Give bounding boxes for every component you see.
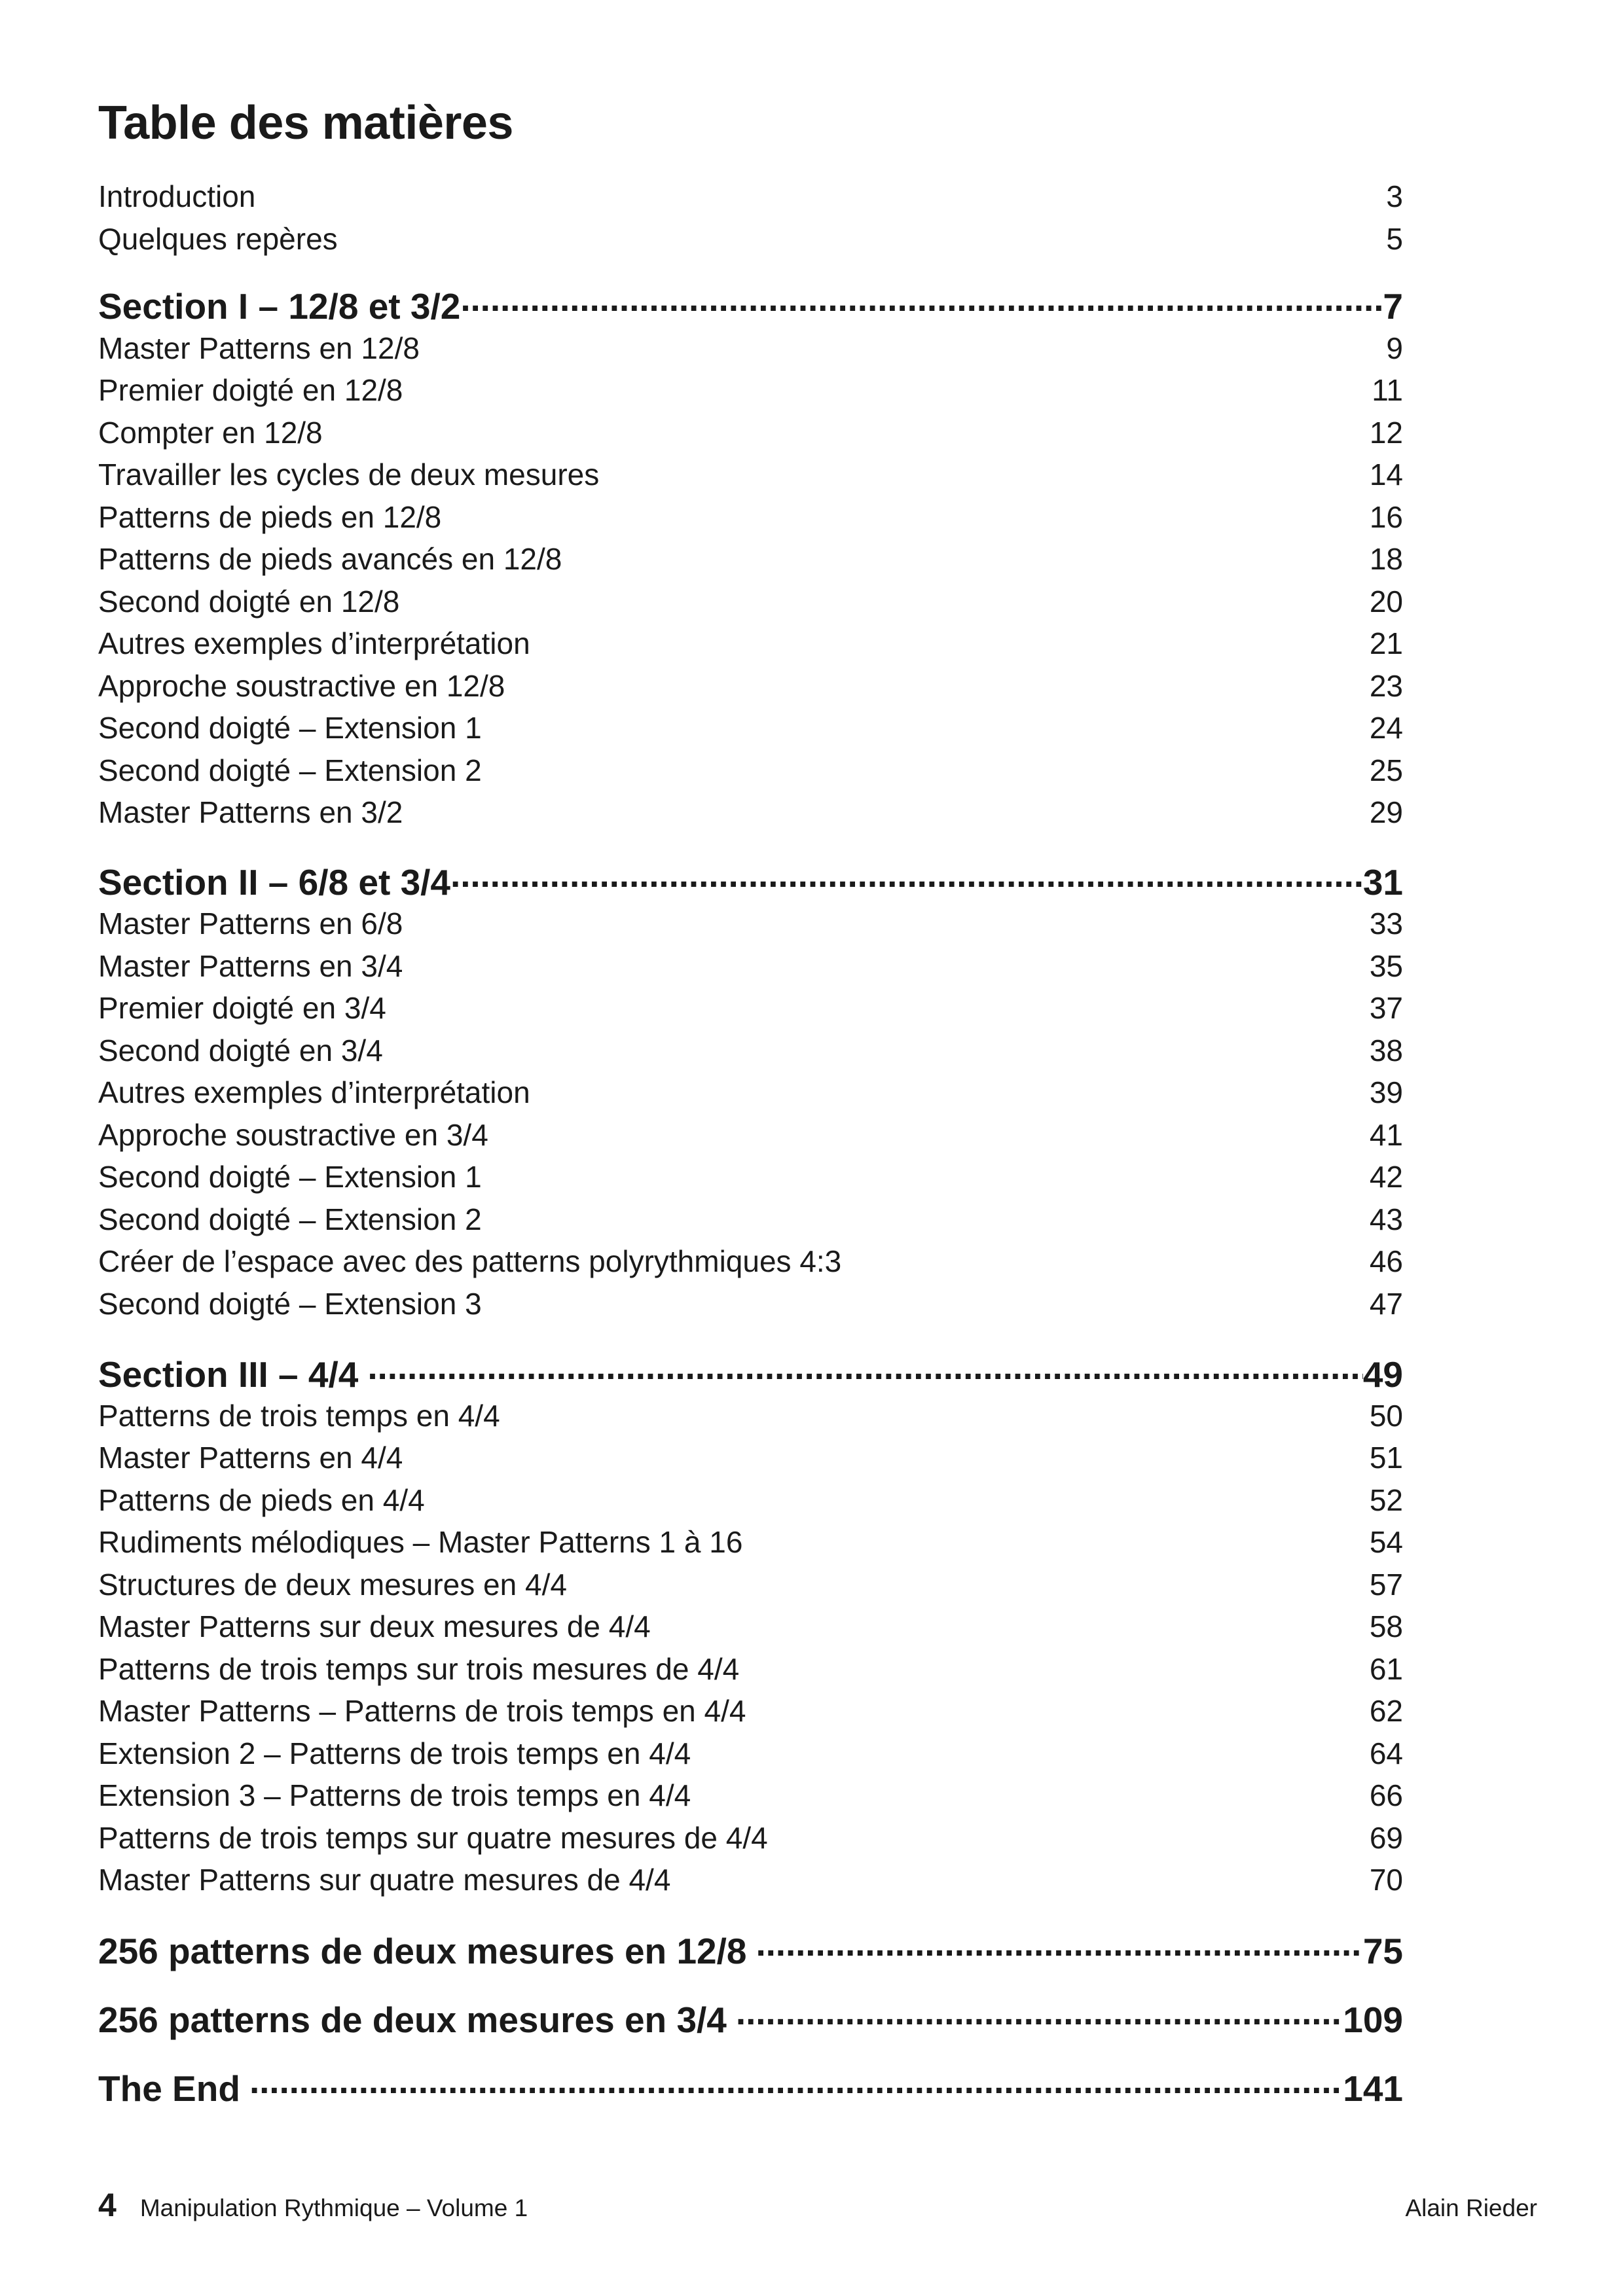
page-footer — [98, 2186, 1537, 2224]
toc-label: Second doigté en 12/8 — [98, 584, 400, 619]
toc-entry — [98, 370, 1403, 405]
toc-label: Master Patterns en 6/8 — [98, 906, 403, 941]
toc-page-number: 109 — [1343, 2000, 1403, 2040]
toc-page-number: 49 — [1362, 1354, 1403, 1395]
toc-entry — [98, 413, 1403, 448]
table-of-contents — [98, 0, 1403, 2296]
toc-page-number: 16 — [1369, 500, 1403, 534]
toc-page-number: 61 — [1369, 1652, 1403, 1686]
toc-label: Autres exemples d’interprétation — [98, 626, 530, 660]
toc-page-number: 42 — [1369, 1160, 1403, 1194]
toc-entry — [98, 1860, 1403, 1895]
toc-page-number: 51 — [1369, 1441, 1403, 1475]
toc-page-number: 9 — [1386, 331, 1403, 365]
toc-entry — [98, 329, 1403, 363]
toc-label: Master Patterns en 12/8 — [98, 331, 420, 365]
toc-page-number: 70 — [1369, 1863, 1403, 1897]
toc-label: 256 patterns de deux mesures en 3/4 — [98, 2000, 727, 2040]
toc-entry — [98, 177, 1403, 211]
dot-leader — [756, 1928, 1362, 1964]
toc-page-number: 7 — [1383, 286, 1403, 327]
toc-page-number: 64 — [1369, 1736, 1403, 1770]
dot-leader — [450, 859, 1363, 895]
toc-label: Master Patterns en 3/4 — [98, 949, 403, 983]
toc-label: Section III – 4/4 — [98, 1354, 359, 1395]
toc-page-number: 12 — [1369, 416, 1403, 450]
toc-entry — [98, 1776, 1403, 1810]
dot-leader — [736, 1996, 1343, 2032]
toc-page-number: 24 — [1369, 711, 1403, 745]
toc-entry — [98, 1073, 1403, 1107]
toc-label: Second doigté – Extension 2 — [98, 753, 482, 787]
toc-page-number: 14 — [1369, 457, 1403, 492]
toc-entry — [98, 751, 1403, 785]
toc-label: Approche soustractive en 3/4 — [98, 1118, 488, 1152]
toc-entry — [98, 1565, 1403, 1600]
toc-label: Compter en 12/8 — [98, 416, 323, 450]
toc-page-number: 38 — [1369, 1033, 1403, 1067]
toc-page-number: 37 — [1369, 991, 1403, 1025]
footer-book-title: Manipulation Rythmique – Volume 1 — [139, 2195, 528, 2221]
footer-page-number: 4 — [98, 2187, 117, 2223]
toc-page-number: 52 — [1369, 1483, 1403, 1517]
toc-label: Master Patterns sur quatre mesures de 4/4 — [98, 1863, 671, 1897]
toc-entry — [98, 624, 1403, 658]
toc-page-number: 62 — [1369, 1694, 1403, 1728]
toc-entry — [98, 1396, 1403, 1431]
toc-label: Introduction — [98, 179, 256, 213]
dot-leader — [460, 283, 1383, 319]
toc-entry — [98, 1480, 1403, 1515]
toc-label: Patterns de trois temps sur quatre mesures de 4/4 — [98, 1821, 768, 1855]
toc-page-number: 41 — [1369, 1118, 1403, 1152]
toc-label: Premier doigté en 3/4 — [98, 991, 386, 1025]
toc-page-number: 39 — [1369, 1075, 1403, 1109]
toc-section-heading — [98, 283, 1403, 325]
toc-page-number: 5 — [1386, 222, 1403, 256]
toc-entry — [98, 1115, 1403, 1150]
page-title: Table des matières — [98, 97, 513, 149]
toc-label: Master Patterns sur deux mesures de 4/4 — [98, 1609, 651, 1643]
toc-page-number: 3 — [1386, 179, 1403, 213]
toc-page-number: 75 — [1362, 1931, 1403, 1971]
toc-label: 256 patterns de deux mesures en 12/8 — [98, 1931, 747, 1971]
dot-leader — [367, 1351, 1362, 1387]
toc-entry — [98, 1649, 1403, 1684]
toc-label: Quelques repères — [98, 222, 338, 256]
toc-page-number: 25 — [1369, 753, 1403, 787]
toc-label: Travailler les cycles de deux mesures — [98, 457, 600, 492]
toc-section-heading — [98, 859, 1403, 901]
toc-entry — [98, 1242, 1403, 1276]
toc-label: Master Patterns en 4/4 — [98, 1441, 403, 1475]
toc-entry — [98, 1691, 1403, 1726]
toc-entry — [98, 666, 1403, 701]
toc-label: Second doigté – Extension 1 — [98, 711, 482, 745]
toc-entry — [98, 988, 1403, 1023]
toc-section-heading — [98, 2065, 1403, 2107]
toc-label: Patterns de trois temps sur trois mesures de 4/4 — [98, 1652, 740, 1686]
toc-label: Second doigté – Extension 2 — [98, 1202, 482, 1236]
toc-page-number: 46 — [1369, 1244, 1403, 1278]
toc-label: Patterns de pieds en 4/4 — [98, 1483, 425, 1517]
toc-entry — [98, 1438, 1403, 1473]
toc-label: Second doigté – Extension 3 — [98, 1287, 482, 1321]
toc-label: Structures de deux mesures en 4/4 — [98, 1568, 567, 1602]
footer-author: Alain Rieder — [1405, 2195, 1537, 2221]
toc-page-number: 47 — [1369, 1287, 1403, 1321]
toc-page-number: 18 — [1369, 542, 1403, 576]
toc-page-number: 54 — [1369, 1525, 1403, 1559]
toc-entry — [98, 1031, 1403, 1066]
toc-label: Patterns de trois temps en 4/4 — [98, 1399, 500, 1433]
toc-entry — [98, 1157, 1403, 1192]
toc-entry — [98, 1734, 1403, 1768]
toc-page-number: 69 — [1369, 1821, 1403, 1855]
toc-entry — [98, 539, 1403, 574]
toc-entry — [98, 946, 1403, 981]
toc-entry — [98, 1522, 1403, 1557]
toc-label: Patterns de pieds avancés en 12/8 — [98, 542, 562, 576]
toc-entry — [98, 1284, 1403, 1319]
toc-page-number: 43 — [1369, 1202, 1403, 1236]
toc-label: Approche soustractive en 12/8 — [98, 669, 505, 703]
toc-page-number: 29 — [1369, 795, 1403, 829]
toc-label: The End — [98, 2068, 240, 2109]
toc-page-number: 141 — [1343, 2068, 1403, 2109]
toc-page-number: 35 — [1369, 949, 1403, 983]
toc-page-number: 31 — [1362, 862, 1403, 903]
toc-page-number: 11 — [1372, 373, 1403, 407]
toc-page-number: 33 — [1369, 906, 1403, 941]
toc-label: Rudiments mélodiques – Master Patterns 1 à 16 — [98, 1525, 743, 1559]
toc-label: Second doigté – Extension 1 — [98, 1160, 482, 1194]
toc-section-heading — [98, 1996, 1403, 2038]
toc-page-number: 20 — [1369, 584, 1403, 619]
toc-entry — [98, 455, 1403, 490]
toc-label: Premier doigté en 12/8 — [98, 373, 403, 407]
toc-page-number: 57 — [1369, 1568, 1403, 1602]
toc-page-number: 66 — [1369, 1778, 1403, 1812]
toc-entry — [98, 582, 1403, 617]
toc-label: Autres exemples d’interprétation — [98, 1075, 530, 1109]
toc-label: Extension 2 – Patterns de trois temps en 4/4 — [98, 1736, 691, 1770]
toc-page-number: 23 — [1369, 669, 1403, 703]
toc-page-number: 58 — [1369, 1609, 1403, 1643]
toc-section-heading — [98, 1351, 1403, 1393]
toc-entry — [98, 904, 1403, 939]
toc-entry — [98, 219, 1403, 254]
toc-entry — [98, 708, 1403, 743]
toc-entry — [98, 793, 1403, 827]
toc-label: Master Patterns – Patterns de trois temps en 4/4 — [98, 1694, 746, 1728]
toc-label: Créer de l’espace avec des patterns polyrythmiques 4:3 — [98, 1244, 842, 1278]
toc-label: Patterns de pieds en 12/8 — [98, 500, 442, 534]
toc-label: Second doigté en 3/4 — [98, 1033, 383, 1067]
toc-section-heading — [98, 1928, 1403, 1969]
toc-entry — [98, 1818, 1403, 1853]
dot-leader — [249, 2065, 1343, 2101]
toc-label: Extension 3 – Patterns de trois temps en 4/4 — [98, 1778, 691, 1812]
toc-label: Section II – 6/8 et 3/4 — [98, 862, 451, 903]
toc-label: Master Patterns en 3/2 — [98, 795, 403, 829]
toc-page-number: 21 — [1369, 626, 1403, 660]
toc-entry — [98, 497, 1403, 532]
toc-page-number: 50 — [1369, 1399, 1403, 1433]
toc-entry — [98, 1200, 1403, 1234]
toc-label: Section I – 12/8 et 3/2 — [98, 286, 461, 327]
toc-entry — [98, 1607, 1403, 1641]
